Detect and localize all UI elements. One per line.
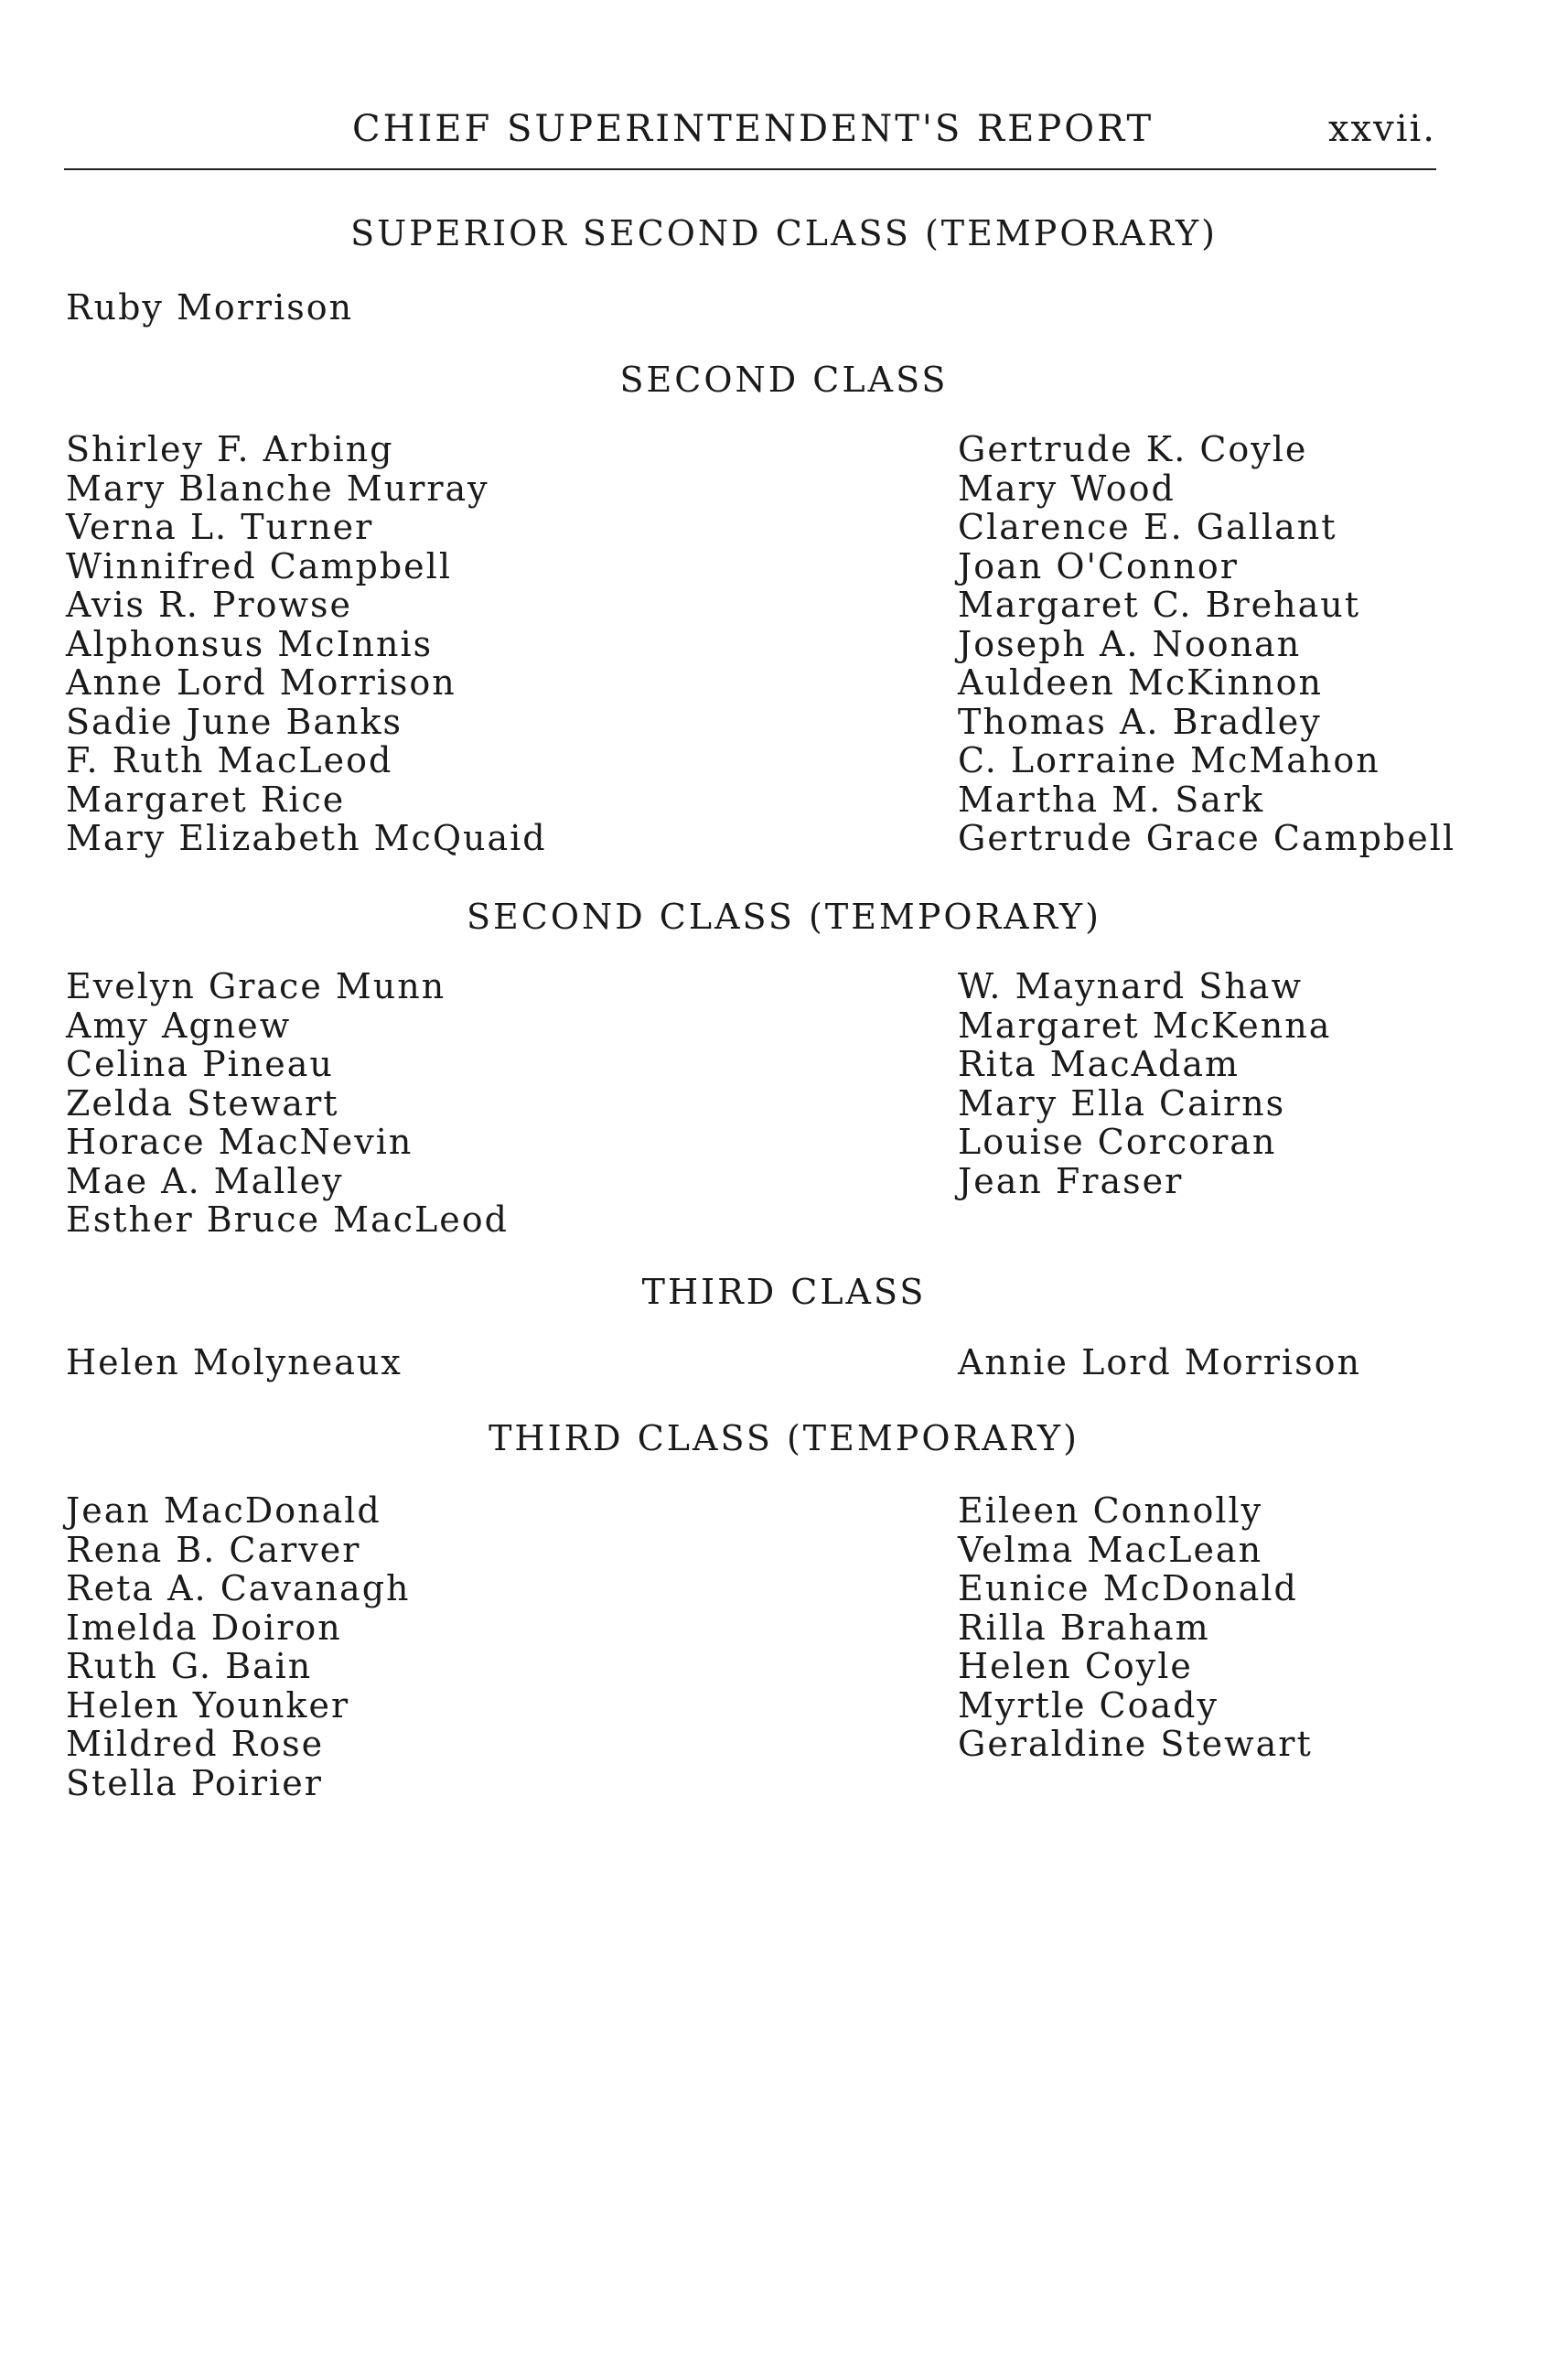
- name-entry: Celina Pineau: [66, 1044, 334, 1084]
- name-entry: Helen Coyle: [958, 1646, 1193, 1686]
- names-left-second-class-temporary: [66, 967, 509, 1240]
- name-entry: Rilla Braham: [958, 1607, 1210, 1648]
- name-entry: Helen Younker: [66, 1684, 350, 1726]
- name-entry: W. Maynard Shaw: [958, 966, 1303, 1006]
- name-entry: Alphonsus McInnis: [66, 623, 434, 664]
- name-entry: Gertrude Grace Campbell: [958, 818, 1456, 858]
- header-rule: [64, 168, 1436, 170]
- name-entry: Mary Elizabeth McQuaid: [66, 818, 547, 858]
- name-entry: Mildred Rose: [66, 1724, 325, 1764]
- names-right-third-class-temporary: [958, 1491, 1313, 1764]
- name-entry: Margaret C. Brehaut: [958, 585, 1361, 625]
- name-entry: Joseph A. Noonan: [958, 623, 1302, 664]
- name-entry: Sadie June Banks: [66, 701, 403, 742]
- name-entry: Rita MacAdam: [958, 1044, 1240, 1084]
- name-entry: Mary Blanche Murray: [66, 468, 489, 509]
- header-title: CHIEF SUPERINTENDENT'S REPORT: [352, 108, 1155, 150]
- name-entry: Annie Lord Morrison: [958, 1342, 1361, 1382]
- names-left-second-class: [66, 430, 547, 858]
- name-entry: Verna L. Turner: [66, 507, 374, 547]
- name-entry: Zelda Stewart: [66, 1082, 339, 1124]
- section-heading-third-class: THIRD CLASS: [641, 1272, 927, 1312]
- name-entry: Evelyn Grace Munn: [66, 966, 446, 1006]
- name-entry: Rena B. Carver: [66, 1529, 361, 1570]
- page-number: xxvii.: [1327, 108, 1436, 150]
- name-entry: Horace MacNevin: [66, 1122, 413, 1162]
- name-entry: F. Ruth MacLeod: [66, 740, 393, 780]
- names-left-third-class: [66, 1343, 403, 1382]
- name-entry: Avis R. Prowse: [66, 585, 352, 625]
- name-entry: Eunice McDonald: [958, 1568, 1298, 1608]
- name-entry: Eileen Connolly: [958, 1490, 1263, 1531]
- name-entry: Stella Poirier: [66, 1762, 323, 1803]
- running-header: [64, 108, 1436, 163]
- name-entry: Helen Molyneaux: [66, 1342, 403, 1382]
- name-entry: Louise Corcoran: [958, 1122, 1277, 1162]
- name-entry: Auldeen McKinnon: [958, 662, 1323, 703]
- name-entry: Esther Bruce MacLeod: [66, 1199, 509, 1240]
- name-entry: Margaret Rice: [66, 779, 346, 820]
- name-entry: Anne Lord Morrison: [66, 662, 456, 703]
- name-entry: Jean Fraser: [958, 1160, 1184, 1201]
- name-entry: Shirley F. Arbing: [66, 429, 394, 469]
- name-entry: C. Lorraine McMahon: [958, 740, 1380, 780]
- name-entry: Mary Wood: [958, 468, 1176, 509]
- name-entry: Margaret McKenna: [958, 1005, 1332, 1046]
- section-heading-second-class: SECOND CLASS: [619, 360, 949, 400]
- name-entry: Clarence E. Gallant: [958, 507, 1337, 547]
- name-entry: Geraldine Stewart: [958, 1724, 1313, 1764]
- names-right-second-class: [958, 430, 1455, 858]
- name-entry: Amy Agnew: [66, 1005, 292, 1046]
- name-entry: Joan O'Connor: [958, 545, 1239, 586]
- names-left-superior-second-temporary: [66, 288, 353, 328]
- name-entry: Myrtle Coady: [958, 1684, 1219, 1726]
- names-right-second-class-temporary: [958, 967, 1331, 1200]
- name-entry: Ruth G. Bain: [66, 1646, 313, 1686]
- name-entry: Mae A. Malley: [66, 1160, 344, 1201]
- name-entry: Martha M. Sark: [958, 779, 1265, 820]
- name-entry: Gertrude K. Coyle: [958, 429, 1308, 469]
- name-entry: Winnifred Campbell: [66, 545, 452, 586]
- name-entry: Imelda Doiron: [66, 1607, 342, 1648]
- names-right-third-class: [958, 1343, 1361, 1382]
- name-entry: Reta A. Cavanagh: [66, 1568, 411, 1608]
- section-heading-third-class-temporary: THIRD CLASS (TEMPORARY): [489, 1418, 1079, 1458]
- name-entry: Thomas A. Bradley: [958, 701, 1322, 742]
- name-entry: Ruby Morrison: [66, 287, 354, 328]
- names-left-third-class-temporary: [66, 1491, 411, 1802]
- section-heading-second-class-temporary: SECOND CLASS (TEMPORARY): [467, 897, 1101, 937]
- section-heading-superior-second-temporary: SUPERIOR SECOND CLASS (TEMPORARY): [350, 213, 1218, 253]
- name-entry: Jean MacDonald: [66, 1490, 381, 1531]
- name-entry: Mary Ella Cairns: [958, 1082, 1286, 1124]
- name-entry: Velma MacLean: [958, 1529, 1263, 1570]
